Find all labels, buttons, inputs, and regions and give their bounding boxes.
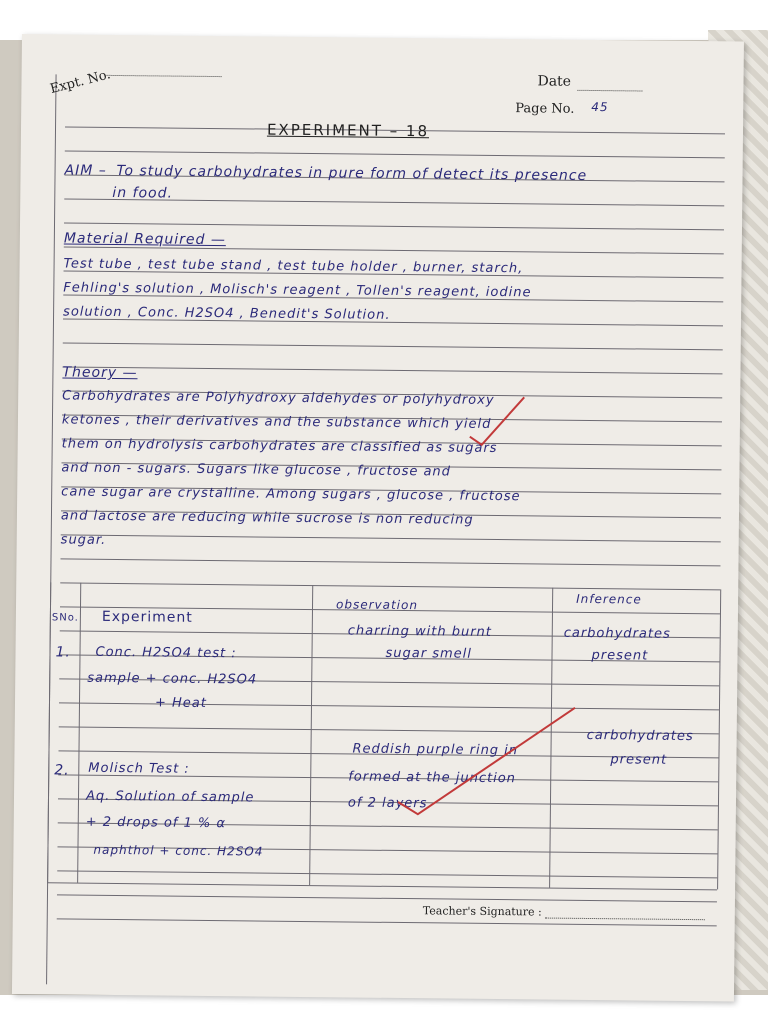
row1-sno: 1. — [55, 644, 71, 661]
row2-exp-1: Molisch Test : — [88, 760, 190, 777]
th-observation: observation — [335, 597, 419, 613]
aim-label: AIM – — [64, 162, 107, 179]
page-no-label: Page No. — [515, 101, 575, 117]
row2-obs-2: formed at the junction — [348, 769, 517, 787]
materials-line-3: solution , Conc. H2SO4 , Benedit's Solution. — [63, 304, 391, 323]
row1-inf-2: present — [591, 647, 649, 664]
row1-obs-2: sugar smell — [385, 645, 472, 662]
th-experiment: Experiment — [101, 608, 193, 626]
red-tick-mark-2 — [384, 702, 585, 824]
row2-obs-3: of 2 layers — [347, 795, 428, 812]
theory-line-4: and non - sugars. Sugars like glucose , fructose and — [61, 460, 452, 480]
theory-line-3: them on hydrolysis carbohydrates are classified as sugars — [61, 436, 498, 457]
theory-line-2: ketones , their derivatives and the substance which yield — [61, 412, 492, 432]
date-line — [577, 90, 642, 92]
row2-sno: 2. — [54, 762, 70, 779]
theory-heading: Theory — — [62, 364, 138, 382]
materials-heading: Material Required — — [63, 230, 226, 249]
row1-exp-1: Conc. H2SO4 test : — [95, 644, 237, 662]
row2-inf-2: present — [610, 752, 668, 768]
expt-no-line — [107, 75, 222, 77]
row1-obs-1: charring with burnt — [347, 623, 493, 640]
notebook-page — [12, 34, 744, 1002]
row1-exp-2: sample + conc. H2SO4 — [87, 670, 258, 688]
row2-exp-3: + 2 drops of 1 % α — [85, 814, 227, 832]
row2-inf-1: carbohydrates — [586, 727, 694, 745]
materials-line-1: Test tube , test tube stand , test tube holder , burner, starch, — [63, 256, 524, 277]
teacher-signature-label: Teacher's Signature : — [422, 904, 542, 919]
experiment-title: EXPERIMENT – 18 — [266, 120, 430, 141]
th-inference: Inference — [576, 591, 642, 607]
expt-no-label: Expt. No. — [48, 67, 113, 98]
theory-line-5: cane sugar are crystalline. Among sugars , glucose , fructose — [61, 484, 521, 505]
signature-line — [545, 918, 705, 921]
aim-line-1: To study carbohydrates in pure form of detect its presence — [116, 162, 588, 184]
theory-line-7: sugar. — [60, 532, 107, 548]
aim-line-2: in food. — [112, 184, 174, 202]
red-tick-mark — [468, 389, 529, 450]
row2-exp-4: naphthol + conc. H2SO4 — [93, 842, 264, 859]
theory-line-1: Carbohydrates are Polyhydroxy aldehydes or polyhydroxy — [62, 388, 495, 408]
theory-line-6: and lactose are reducing while sucrose is non reducing — [60, 508, 474, 528]
row2-exp-2: Aq. Solution of sample — [85, 788, 255, 806]
th-sno: SNo. — [51, 612, 79, 624]
row2-obs-1: Reddish purple ring in — [352, 741, 519, 759]
row1-inf-1: carbohydrates — [563, 625, 671, 642]
page-no-value: 45 — [591, 99, 609, 115]
row1-exp-3: + Heat — [154, 695, 207, 711]
materials-line-2: Fehling's solution , Molisch's reagent , Tollen's reagent, iodine — [63, 280, 532, 301]
date-label: Date — [537, 73, 572, 90]
